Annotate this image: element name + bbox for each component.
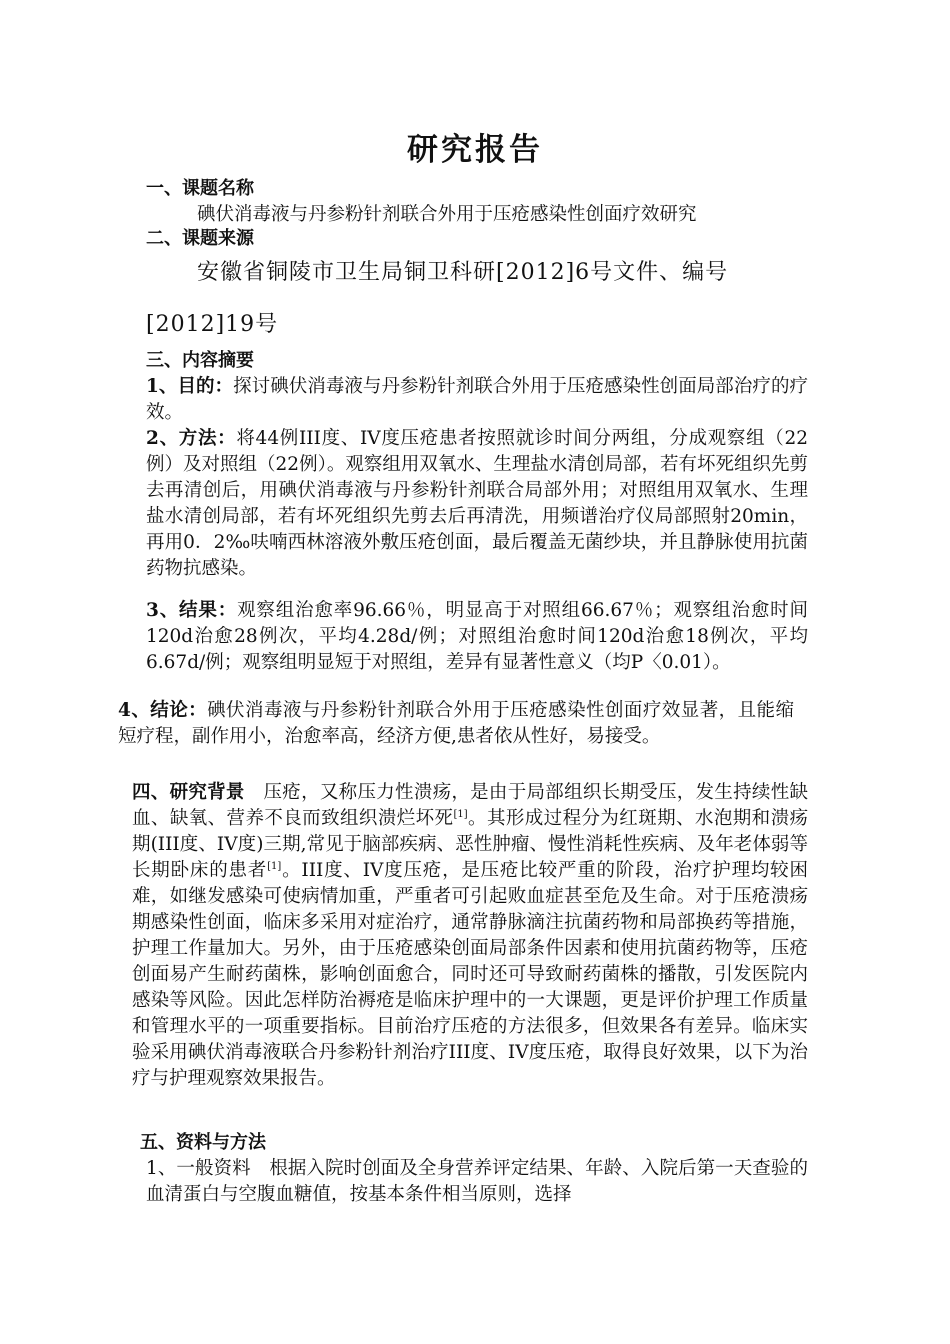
conclusion-text: 碘伏消毒液与丹参粉针剂联合外用于压疮感染性创面疗效显著，且能缩短疗程，副作用小，治愈率高，经济方便,患者依从性好，易接受。	[118, 700, 794, 747]
abstract-conclusion	[118, 698, 794, 750]
citation-2: [1]	[267, 860, 282, 872]
result-text: 观察组治愈率96.66％，明显高于对照组66.67％；观察组治愈时间120d治愈28例次，平均4.28d/例；对照组治愈时间120d治愈18例次，平均6.67d/例；观察组明显短于对照组，差异有显著性意义（均P〈0.01）。	[146, 600, 808, 673]
method-text: 将44例III度、IV度压疮患者按照就诊时间分两组，分成观察组（22例）及对照组（22例）。观察组用双氧水、生理盐水清创局部，若有坏死组织先剪去再清创后，用碘伏消毒液与丹参粉针剂联合局部外用；对照组用双氧水、生理盐水清创局部，若有坏死组织先剪去后再清洗，用频谱治疗仪局部照射20min，再用0．2‰呋喃西林溶液外敷压疮创面，最后覆盖无菌纱块，并且静脉使用抗菌药物抗感染。	[146, 428, 808, 579]
background-text-b: 。其形成过程分为红斑期、水泡期和溃疡期(III度、IV度)三期,常见于脑部疾病、恶性肿瘤、慢性消耗性疾病、及年老体弱等长期卧床的患者	[132, 808, 808, 881]
method-label: 2、方法：	[146, 428, 237, 449]
section-heading-background: 四、研究背景	[132, 782, 245, 803]
citation-1: [1]	[453, 808, 468, 820]
background-text-a: 压疮，又称压力性溃疡，是由于局部组织长期受压，发生持续性缺血、缺氧、营养不良而致组织溃烂坏死	[132, 782, 808, 829]
abstract-result	[146, 598, 808, 676]
result-label: 3、结果：	[146, 600, 238, 621]
section-heading-materials-methods: 五、资料与方法	[140, 1132, 266, 1153]
abstract-purpose	[146, 374, 808, 426]
topic-name-text: 碘伏消毒液与丹参粉针剂联合外用于压疮感染性创面疗效研究	[197, 204, 697, 225]
background-text-c: 。III度、IV度压疮，是压疮比较严重的阶段，治疗护理均较困难，如继发感染可使病情加重，严重者可引起败血症甚至危及生命。对于压疮溃疡期感染性创面，临床多采用对症治疗，通常静脉滴注抗菌药物和局部换药等措施，护理工作量加大。另外，由于压疮感染创面局部条件因素和使用抗菌药物等，压疮创面易产生耐药菌株，影响创面愈合，同时还可导致耐药菌株的播散，引发医院内感染等风险。因此怎样防治褥疮是临床护理中的一大课题，更是评价护理工作质量和管理水平的一项重要指标。目前治疗压疮的方法很多，但效果各有差异。临床实验采用碘伏消毒液联合丹参粉针剂治疗III度、IV度压疮，取得良好效果，以下为治疗与护理观察效果报告。	[132, 860, 808, 1089]
topic-source-line-2: [2012]19号	[146, 312, 279, 337]
topic-source-line-1: 安徽省铜陵市卫生局铜卫科研[2012]6号文件、编号	[197, 260, 729, 285]
conclusion-label: 4、结论：	[118, 700, 208, 721]
section-heading-topic-name: 一、课题名称	[146, 178, 254, 199]
section-heading-topic-source: 二、课题来源	[146, 228, 254, 249]
general-data-text: 1、一般资料 根据入院时创面及全身营养评定结果、年龄、入院后第一天查验的血清蛋白与空腹血糖值，按基本条件相当原则，选择	[146, 1158, 808, 1205]
section-heading-abstract: 三、内容摘要	[146, 350, 254, 371]
purpose-text: 探讨碘伏消毒液与丹参粉针剂联合外用于压疮感染性创面局部治疗的疗效。	[146, 376, 808, 423]
page-title: 研究报告	[407, 132, 543, 168]
abstract-method	[146, 426, 808, 582]
purpose-label: 1、目的：	[146, 376, 234, 397]
research-background	[132, 780, 808, 1092]
